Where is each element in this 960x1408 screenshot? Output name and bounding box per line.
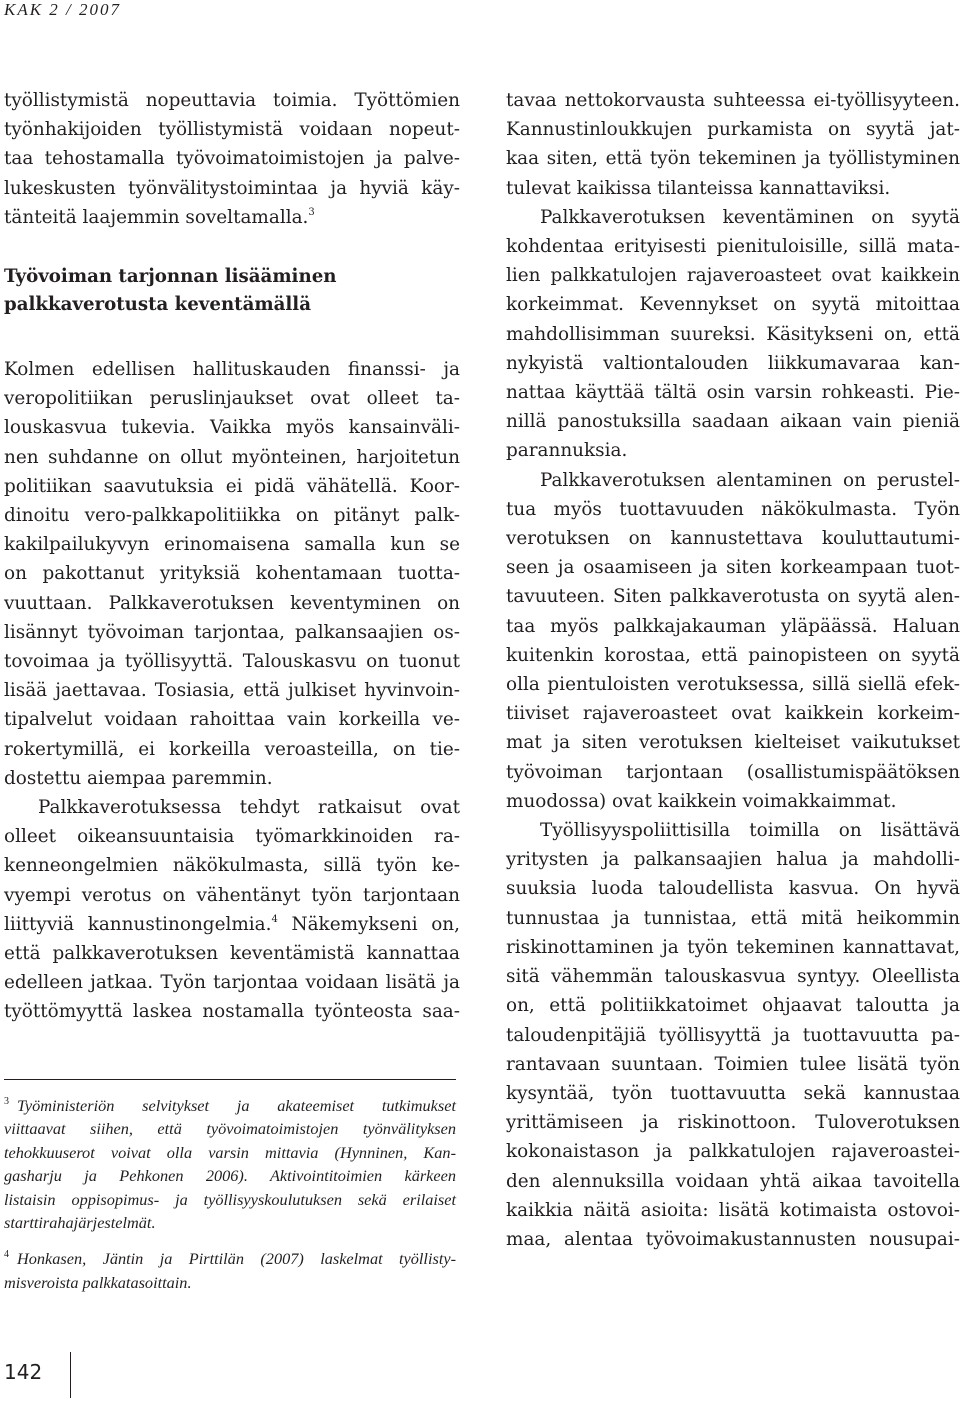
text-line: lisää jaettavaa. Tosiasia, että julkiset hyvinvoin- xyxy=(4,680,460,702)
text-line: nen suhdanne on ollut myönteinen, harjoitetun xyxy=(4,446,460,468)
footnote-ref: 4 xyxy=(271,913,278,925)
text-line: kaikkia näitä asioita: lisätä kotimaista ostovoi- xyxy=(506,1199,960,1221)
text-line xyxy=(4,203,460,232)
footnotes xyxy=(4,1094,456,1294)
footnote-line: listaisin oppisopimus- ja työllisyyskoulutuksen sekä erilaiset xyxy=(4,1189,456,1209)
text-line: olleet oikeansuuntaisia työmarkkinoiden ra- xyxy=(4,826,460,848)
text-line: riskinottaminen ja työn tekeminen kannattavat, xyxy=(506,936,960,958)
right-column xyxy=(506,86,960,1254)
text-line: den alennuksilla voidaan yhtä aikaa tavoitella xyxy=(506,1170,960,1192)
text-line: Palkkaverotuksen keventäminen on syytä xyxy=(540,206,960,228)
text-line: sitä vähemmän talouskasvua syntyy. Oleellista xyxy=(506,966,960,988)
footnote-number: 4 xyxy=(4,1249,9,1261)
text-line: nykyistä valtiontalouden liikkumavaraa kan- xyxy=(506,352,960,374)
text-line: mahdollisimman suureksi. Käsitykseni on, että xyxy=(506,323,960,345)
footnote-line xyxy=(4,1247,456,1270)
footnote-line xyxy=(4,1094,456,1117)
text-line: edelleen jatkaa. Työn tarjontaa voidaan lisätä ja xyxy=(4,972,460,994)
footnote-line: tehokkuuserot voivat olla varsin mittavia (Hynninen, Kan- xyxy=(4,1142,456,1162)
text-line: olla pientuloisten verotuksessa, sillä siellä efek- xyxy=(506,674,960,696)
text-span: Honkasen, Jäntin ja Pirttilän (2007) laskelmat työllisty- xyxy=(17,1249,456,1269)
heading-line: Työvoiman tarjonnan lisääminen xyxy=(4,266,337,288)
text-line: dinoitu vero-palkkapolitiikka on pitänyt palk- xyxy=(4,505,460,527)
text-line: verotuksen on kannustettava kouluttautumi- xyxy=(506,528,960,550)
paragraph xyxy=(506,816,960,1254)
text-line: yrittämiseen ja riskinottoon. Tuloverotuksen xyxy=(506,1112,960,1134)
footnote xyxy=(4,1094,456,1234)
text-line: tua myös tuottavuuden näkökulmasta. Työn xyxy=(506,498,960,520)
text-line: työllistymistä nopeuttavia toimia. Työttömien xyxy=(4,90,460,111)
text-line: mat ja siten verotuksen kielteiset vaikutukset xyxy=(506,732,960,754)
text-line: suuksia luoda taloudellista kasvua. On hyvä xyxy=(506,878,960,900)
heading-line: palkkaverotusta keventämällä xyxy=(4,294,311,316)
text-line: muodossa) ovat kaikkein voimakkaimmat. xyxy=(506,790,897,812)
paragraph xyxy=(4,86,460,232)
text-line: Kolmen edellisen hallituskauden finanssi- ja xyxy=(4,359,460,381)
text-line: että palkkaverotuksen keventämistä kannattaa xyxy=(4,943,460,965)
text-span: liittyviä kannustinongelmia. xyxy=(4,913,272,935)
text-line: työnhakijoiden työllistymistä voidaan nopeut- xyxy=(4,119,460,141)
text-span: tänteitä laajemmin soveltamalla. xyxy=(4,206,309,228)
text-line: maa, alentaa työvoimakustannusten nousupai- xyxy=(506,1228,960,1250)
page-number-divider xyxy=(70,1352,71,1398)
footnote-number: 3 xyxy=(4,1096,9,1107)
text-line: vyempi verotus on vähentänyt työn tarjontaan xyxy=(4,884,460,906)
running-header: KAK 2 / 2007 xyxy=(4,0,122,19)
text-line: rokertymillä, ei korkeilla veroasteilla, on tie- xyxy=(4,738,460,760)
text-line: työttömyyttä laskea nostamalla työnteosta saa- xyxy=(4,1001,460,1023)
paragraph xyxy=(4,793,460,1027)
text-line: lukeskusten työnvälitystoimintaa ja hyviä käy- xyxy=(4,177,460,199)
text-line: kohdentaa erityisesti pienituloisille, sillä mata- xyxy=(506,236,960,258)
text-line: korkeimmat. Kevennykset on syytä mitoittaa xyxy=(506,294,960,316)
footnote-line: misveroista palkkatasoittain. xyxy=(4,1272,192,1292)
text-line: lisännyt työvoiman tarjontaa, palkansaajien os- xyxy=(4,621,460,643)
text-line: tunnustaa ja tunnistaa, että mitä heikommin xyxy=(506,907,960,929)
footnote-line: viittaavat siihen, että työvoimatoimistojen työnvälityksen xyxy=(4,1119,456,1139)
text-line: Työllisyyspoliittisilla toimilla on lisättävä xyxy=(540,820,960,842)
footnote-line: starttirahajärjestelmät. xyxy=(4,1213,156,1233)
text-line: tovoimaa ja työllisyyttä. Talouskasvu on tuonut xyxy=(4,651,460,673)
text-line: kaa siten, että työn tekeminen ja työllistyminen xyxy=(506,148,960,170)
text-line: nattaa käyttää tältä osin varsin rohkeasti. Pie- xyxy=(506,382,960,404)
text-line: on pakottanut yrityksiä kohentamaan tuotta- xyxy=(4,563,460,585)
text-line: kenneongelmien näkökulmasta, sillä työn ke- xyxy=(4,855,460,877)
text-line xyxy=(4,910,460,939)
footnote-ref: 3 xyxy=(308,206,315,218)
text-line: tiiviset rajaveroasteet ovat kaikkein korkeim- xyxy=(506,703,960,725)
text-line: politiikan saavutuksia ei pidä vähätellä. Koor- xyxy=(4,475,460,497)
text-line: seen ja osaamiseen ja siten korkeampaan tuot- xyxy=(506,557,960,579)
text-line: dostettu aiempaa paremmin. xyxy=(4,767,273,789)
text-line: kysyntää, työn tuottavuutta sekä kannustaa xyxy=(506,1082,960,1104)
footnote xyxy=(4,1247,456,1294)
text-line: kokonaistason ja palkkatulojen rajaveroastei- xyxy=(506,1141,960,1163)
text-line: lien palkkatulojen rajaveroasteet ovat kaikkein xyxy=(506,265,960,287)
text-line: tipalvelut voidaan rahoittaa vain korkeilla ve- xyxy=(4,709,460,731)
text-line: tulevat kaikissa tilanteissa kannattaviksi. xyxy=(506,177,891,199)
text-line: Kannustinloukkujen purkamista on syytä jat- xyxy=(506,119,960,141)
text-line: louskasvua tukevia. Vaikka myös kansainväli- xyxy=(4,417,460,439)
paragraph xyxy=(506,466,960,816)
text-line: työvoiman tarjontaan (osallistumispäätöksen xyxy=(506,761,960,783)
text-line: kakilpailukyvyn erinomaisena samalla kun se xyxy=(4,534,460,556)
text-line: nillä panostuksilla saadaan aikaan vain pieniä xyxy=(506,411,960,433)
paragraph xyxy=(506,86,960,203)
text-span: Työministeriön selvitykset ja akateemiset tutkimukset xyxy=(17,1096,456,1115)
text-span: Näkemykseni on, xyxy=(277,913,461,935)
paragraph xyxy=(4,355,460,793)
text-line: rantavaan suuntaan. Toimien tulee lisätä työn xyxy=(506,1053,960,1075)
text-line: parannuksia. xyxy=(506,440,628,462)
text-line: tavuuteen. Siten palkkaverotusta on syytä alen- xyxy=(506,586,960,608)
text-line: Palkkaverotuksen alentaminen on perustel- xyxy=(540,469,960,491)
left-column xyxy=(4,86,460,1027)
footnote-divider xyxy=(4,1079,456,1080)
text-line: vuuttaan. Palkkaverotuksen keventyminen on xyxy=(4,592,460,614)
paragraph xyxy=(506,203,960,466)
text-line: on, että politiikkatoimet ohjaavat taloutta ja xyxy=(506,995,960,1017)
text-line: taa myös palkkajakauman yläpäässä. Haluan xyxy=(506,615,960,637)
footnote-line: gasharju ja Pehkonen 2006). Aktivointitoimien kärkeen xyxy=(4,1166,456,1186)
text-line: tavaa nettokorvausta suhteessa ei-työllisyyteen. xyxy=(506,90,960,111)
text-line: yritysten ja palkansaajien halua ja mahdolli- xyxy=(506,849,960,871)
page-number: 142 xyxy=(4,1360,43,1384)
text-line: veropolitiikan peruslinjaukset ovat olleet ta- xyxy=(4,388,460,410)
text-line: taa tehostamalla työvoimatoimistojen ja palve- xyxy=(4,148,460,170)
text-line: kuitenkin korostaa, että painopisteen on syytä xyxy=(506,644,960,666)
section-heading xyxy=(4,263,460,319)
text-line: taloudenpitäjiä työllisyyttä ja tuottavuutta pa- xyxy=(506,1024,960,1046)
text-line: Palkkaverotuksessa tehdyt ratkaisut ovat xyxy=(38,797,460,819)
